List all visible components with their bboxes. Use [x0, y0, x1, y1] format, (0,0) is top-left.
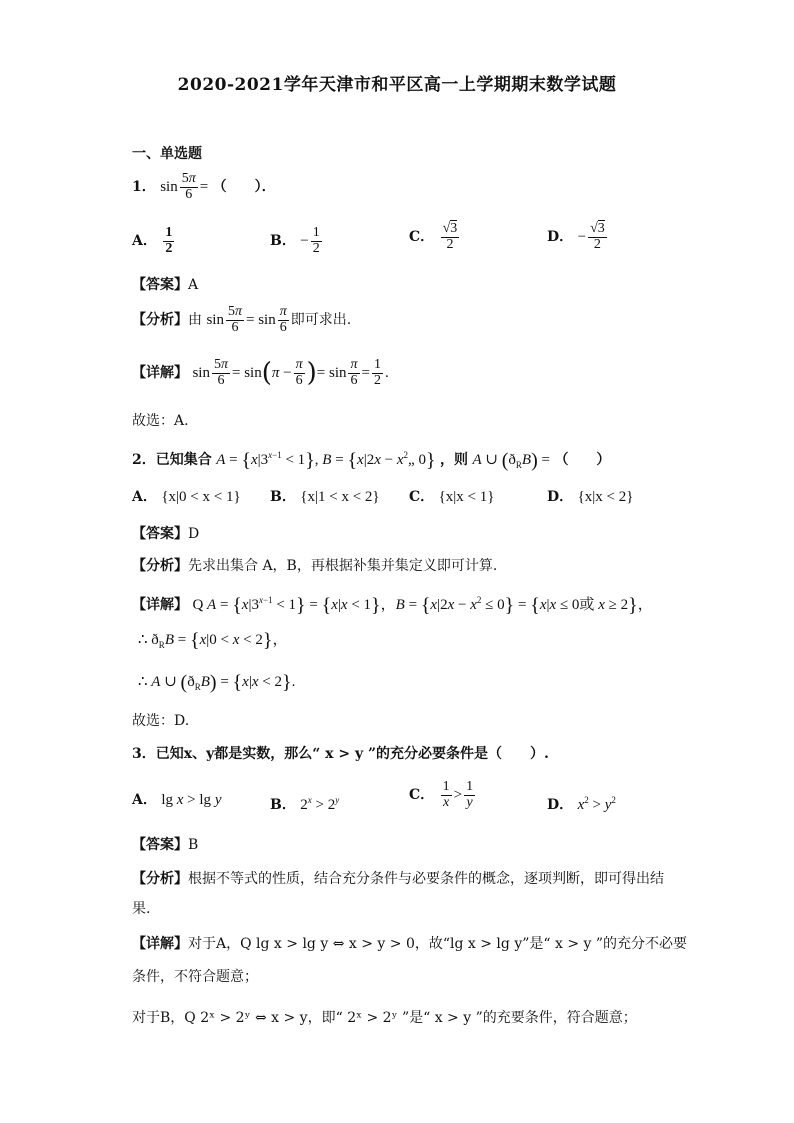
question-2-step-1: ∴ $ð_RB = \{x|0 < x < 2\}$，	[138, 629, 288, 652]
question-1-option-d: D． − $\frac{√3}{2}$	[547, 221, 605, 252]
page-title: 2020-2021学年天津市和平区高一上学期期末数学试题	[177, 75, 617, 95]
question-3-detail: 【详解】对于A，Q lg x > lg y ⇔ x > y > 0，故“lg x > lg y”是“ x > y ”的充分不必要	[132, 936, 688, 952]
question-1-option-b: B． − $\frac{1}{2}$	[270, 225, 320, 256]
question-1-option-c: C． $\frac{√3}{2}$	[409, 221, 458, 252]
question-1-answer: 【答案】A	[132, 277, 199, 293]
question-1-analysis: 【分析】由 sin $\frac{5\pi}{6}$ = sin $\frac{\pi}{6}$ 即可求出.	[132, 304, 352, 335]
question-3-stem: 3．已知x、y都是实数，那么“ x > y ”的充分必要条件是（ ）.	[132, 746, 549, 762]
question-1-conclusion: 故选：A.	[132, 413, 189, 429]
question-1-detail: 【详解】 sin $\frac{5\pi}{6}$ = sin(π − $\frac{\pi}{6}$ )= sin $\frac{\pi}{6}$ = $\frac{1}{2}$ .	[132, 357, 389, 389]
question-2-option-b: B． {x|1 < x < 2}	[270, 489, 380, 505]
section-heading: 一、单选题	[132, 146, 202, 162]
question-2-option-a: A． {x|0 < x < 1}	[132, 489, 241, 505]
question-2-option-d: D． {x|x < 2}	[547, 489, 634, 505]
question-3-option-d: D． $x^2 > y^2$	[547, 795, 616, 813]
question-3-detail-cont: 条件，不符合题意；	[132, 969, 258, 985]
question-1-option-a: A． $\frac{1}{2}$	[132, 225, 173, 256]
question-2-detail: 【详解】 Q $A = \{x|3^{x-1} < 1\} = \{x|x < 1\}$，$B = \{x|2x - x^2 \le 0\} = \{x|x \le 0$或 x ≥ 2}，	[132, 594, 653, 617]
question-3-answer: 【答案】B	[132, 837, 199, 853]
question-3-option-c: C． $\frac{1}{x}$ > $\frac{1}{y}$	[409, 779, 474, 810]
question-2-step-2: ∴ A ∪ $(ð_RB) = \{x|x < 2\}$.	[138, 671, 296, 694]
question-3-detail-b: 对于B，Q 2ˣ > 2ʸ ⇔ x > y，即“ 2ˣ > 2ʸ ”是“ x > y ”的充要条件，符合题意；	[132, 1010, 637, 1026]
question-1-stem: 1． sin $\frac{5\pi}{6}$ = （ ）．	[132, 171, 276, 202]
question-3-analysis: 【分析】根据不等式的性质，结合充分条件与必要条件的概念，逐项判断，即可得出结	[132, 871, 664, 887]
question-2-answer: 【答案】D	[132, 526, 200, 542]
question-2-option-c: C． {x|x < 1}	[409, 489, 495, 505]
question-2-analysis: 【分析】先求出集合 A，B，再根据补集并集定义即可计算.	[132, 558, 498, 574]
question-3-option-a: A． lg x > lg y	[132, 792, 222, 808]
question-2-stem: 2．已知集合 $A = \{x|3^{x-1} < 1\}$, $B = \{x|2x - x^2„$ 0} ，则 A ∪ $(ð_RB)$ = （ ）	[132, 449, 611, 472]
question-3-option-b: B． $2^x > 2^y$	[270, 795, 340, 813]
question-3-analysis-cont: 果.	[132, 901, 151, 917]
question-2-conclusion: 故选：D.	[132, 713, 190, 729]
